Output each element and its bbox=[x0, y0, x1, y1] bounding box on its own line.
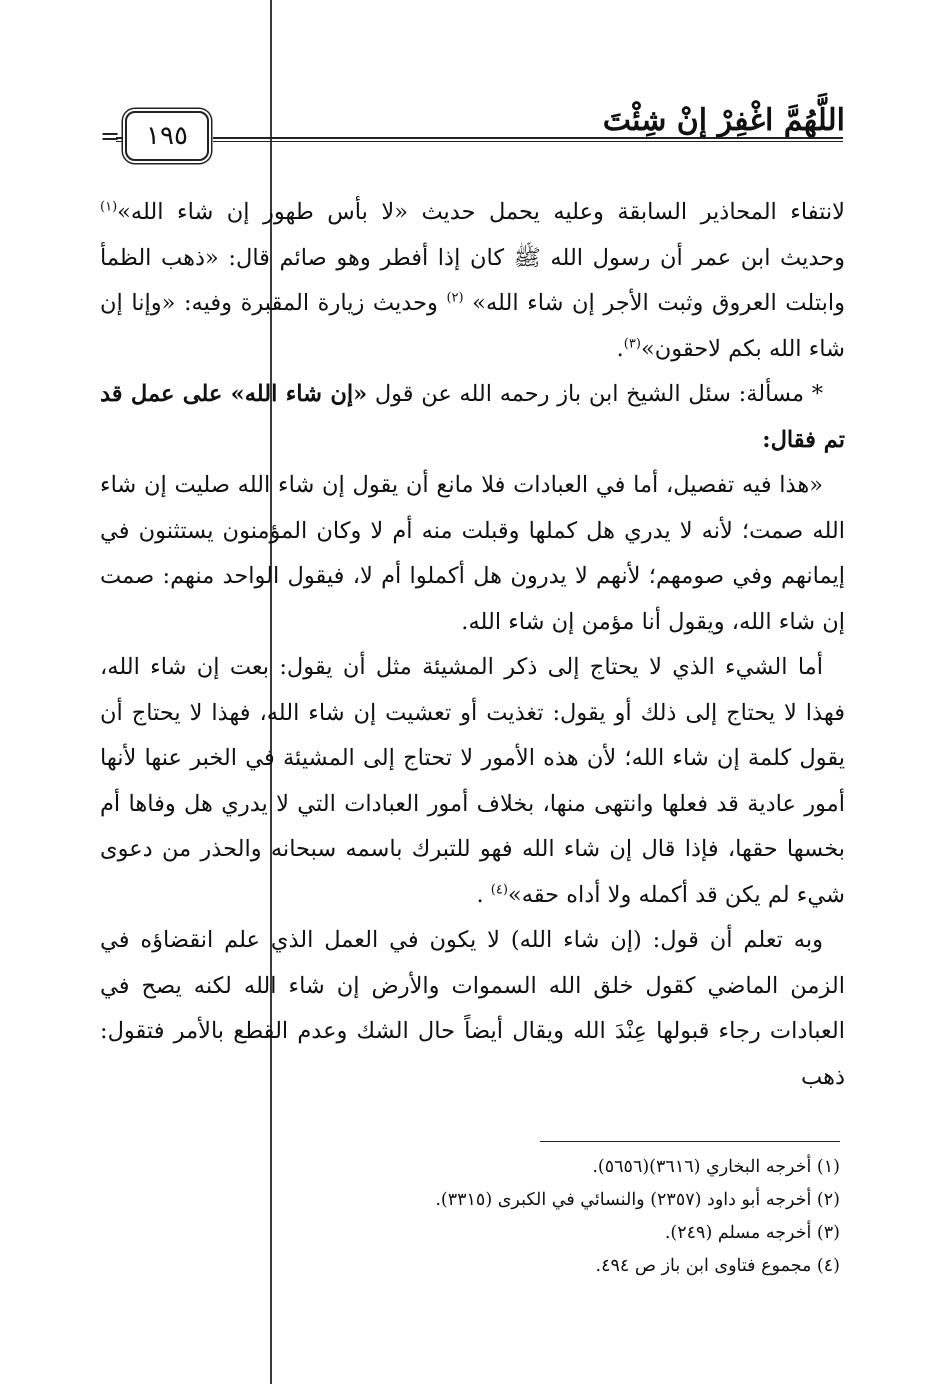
footnote-ref: (١) bbox=[100, 199, 118, 215]
footnote: (٤) مجموع فتاوى ابن باز ص ٤٩٤. bbox=[595, 1256, 840, 1276]
running-title: اللَّهُمَّ اغْفِرْ إنْ شِئْتَ bbox=[602, 103, 845, 138]
body-text bbox=[100, 190, 845, 1100]
page-number: ١٩٥ bbox=[125, 111, 209, 161]
footnote: (١) أخرجه البخاري (٣٦١٦)(٥٦٥٦). bbox=[592, 1157, 840, 1177]
footnote-ref: (٤) bbox=[490, 882, 508, 897]
paragraph: لانتفاء المحاذير السابقة وعليه يحمل حديث «لا بأس طهور إن شاء الله»$^{(١)}$ وحديث ابن عمر أن رسول الله ﷺ كان إذا أفطر وهو صائم قال: «ذهب الظمأ وابتلت العروق وثبت الأجر إن شاء الله» $^{(٢)}$ وحديث زيارة المقبرة وفيه: «وإنا إن شاء الله بكم لاحقون»$^{(٣)}$. bbox=[100, 199, 846, 362]
header-ornament: = bbox=[100, 122, 121, 150]
footnote-ref: (٢) bbox=[446, 290, 464, 306]
footnote-ref: (٣) bbox=[623, 336, 641, 351]
header-rule bbox=[213, 137, 843, 142]
question-paragraph: * مسألة: سئل الشيخ ابن باز رحمه الله عن قول «إن شاء الله» على عمل قد تم فقال: bbox=[100, 381, 845, 453]
footnotes bbox=[100, 1151, 840, 1283]
footnote-rule bbox=[540, 1141, 840, 1142]
footnote: (٢) أخرجه أبو داود (٢٣٥٧) والنسائي في الكبرى (٣٣١٥). bbox=[435, 1190, 840, 1210]
paragraph: «هذا فيه تفصيل، أما في العبادات فلا مانع أن يقول إن شاء الله صليت إن شاء الله صمت؛ لأنه لا يدري هل كملها وقبلت منه أم لا وكان المؤمنون يستثنون في إيمانهم وفي صومهم؛ لأنهم لا يدرون هل أكملوا أم لا، فيقول الواحد منهم: صمت إن شاء الله، ويقول أنا مؤمن إن شاء الله. bbox=[100, 472, 845, 635]
page-header bbox=[100, 95, 845, 175]
paragraph: أما الشيء الذي لا يحتاج إلى ذكر المشيئة مثل أن يقول: بعت إن شاء الله، فهذا لا يحتاج إلى ذلك أو يقول: تغذيت أو تعشيت إن شاء الله، فهذا لا يحتاج أن يقول كلمة إن شاء الله؛ لأن هذه الأمور لا تحتاج إلى المشيئة في الخبر عنها لأنها أمور عادية قد فعلها وانتهى منها، بخلاف أمور العبادات التي لا يدري هل وفاها أم بخسها حقها، فإذا قال إن شاء الله فهو للتبرك باسمه سبحانه والحذر من دعوى شيء لم يكن قد أكمله ولا أداه حقه»$^{(٤)}$ . bbox=[100, 654, 845, 908]
footnote: (٣) أخرجه مسلم (٢٤٩). bbox=[664, 1223, 840, 1243]
paragraph: وبه تعلم أن قول: (إن شاء الله) لا يكون في العمل الذي علم انقضاؤه في الزمن الماضي كقول خلق الله السموات والأرض إن شاء الله لكنه يصح في العبادات رجاء قبولها عِنْدَ الله ويقال أيضاً حال الشك وعدم القطع بالأمر فتقول: ذهب bbox=[100, 927, 845, 1090]
